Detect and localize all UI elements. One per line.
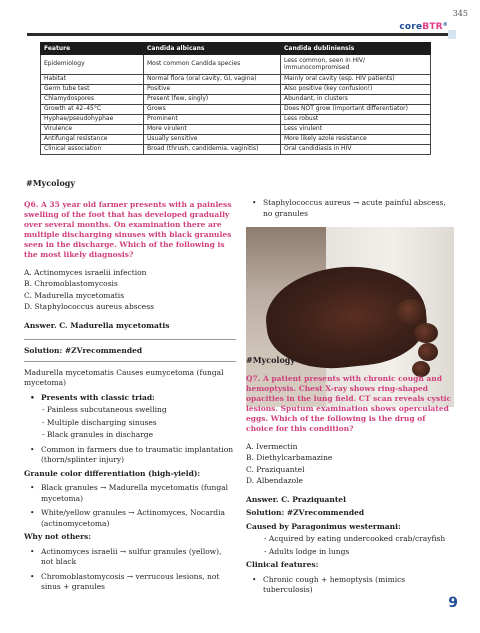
header-accent (448, 30, 456, 39)
q7-solution: Solution: #ZVrecommended (246, 508, 365, 518)
triad-item: - Black granules in discharge (42, 430, 154, 440)
clinical-list (246, 575, 454, 596)
table-cell: Broad (thrush, candidemia, vaginitis) (144, 145, 281, 155)
list-item: • Actinomyces israelii → sulfur granules (yellow), not black (28, 547, 236, 568)
q6-option: B. Chromoblastomycosis (24, 279, 118, 289)
cause-point: - Acquired by eating undercooked crab/crayfish (264, 534, 446, 544)
brand-mark: ® (442, 22, 448, 28)
table-cell: Chlamydospores (41, 95, 144, 105)
brand-prefix: core (399, 22, 423, 32)
clinical-heading: Clinical features: (246, 560, 319, 570)
q6-farmers-list (24, 445, 236, 466)
table-row (41, 55, 431, 75)
table-row (41, 105, 431, 115)
list-item: • Black granules → Madurella mycetomatis (fungal mycetoma) (28, 483, 236, 504)
brand-logo (399, 22, 448, 32)
q7-option: A. Ivermectin (246, 441, 298, 451)
table-cell: Present (few, singly) (144, 95, 281, 105)
table-cell: Habitat (41, 75, 144, 85)
table-cell: Does NOT grow (important differentiator) (281, 105, 431, 115)
q6-option: A. Actinomyces israelii infection (24, 267, 147, 277)
table-row (41, 95, 431, 105)
table-header-cell: Candida dubliniensis (281, 43, 431, 55)
page-number-top: 345 (452, 9, 468, 18)
table-cell: Grows (144, 105, 281, 115)
table-row (41, 145, 431, 155)
divider (24, 339, 236, 340)
page-number-bottom: 9 (448, 595, 458, 611)
table-cell: Clinical association (41, 145, 144, 155)
table-cell: Germ tube test (41, 85, 144, 95)
toe (414, 323, 438, 343)
q6-option: C. Madurella mycetomatis (24, 290, 125, 300)
table-row (41, 85, 431, 95)
table-header-cell: Feature (41, 43, 144, 55)
table-cell: Growth at 42–45°C (41, 105, 144, 115)
why-not-heading: Why not others: (24, 532, 92, 542)
brand-suffix: BTR (422, 22, 443, 32)
table-cell: Also positive (key confusion!) (281, 85, 431, 95)
left-column (24, 200, 236, 593)
table-cell: Antifungal resistance (41, 135, 144, 145)
table-cell: Most common Candida species (144, 55, 281, 75)
table-cell: Normal flora (oral cavity, GI, vagina) (144, 75, 281, 85)
right-column-q7 (246, 374, 454, 596)
hashtag-mycology: #Mycology (26, 178, 76, 188)
table-row (41, 115, 431, 125)
header-rule (27, 33, 452, 36)
q7-option: B. Diethylcarbamazine (246, 453, 333, 463)
q6-intro: Madurella mycetomatis Causes eumycetoma (fungal mycetoma) (24, 367, 224, 388)
table-cell: Oral candidiasis in HIV (281, 145, 431, 155)
q6-answer: Answer. C. Madurella mycetomatis (24, 320, 170, 330)
table-cell: Positive (144, 85, 281, 95)
table-cell: Usually sensitive (144, 135, 281, 145)
list-item: • Presents with classic triad: (28, 393, 236, 404)
table-cell: More virulent (144, 125, 281, 135)
triad-item: - Multiple discharging sinuses (42, 417, 157, 427)
table-header-row (41, 43, 431, 55)
toe (396, 299, 426, 325)
q7-option: D. Albendazole (246, 476, 303, 486)
table-header-cell: Candida albicans (144, 43, 281, 55)
q6-triad-list (24, 393, 236, 404)
table-cell: Mainly oral cavity (esp. HIV patients) (281, 75, 431, 85)
q7-answer: Answer. C. Praziquantel (246, 494, 346, 504)
divider (24, 361, 236, 362)
q7-option: C. Praziquantel (246, 464, 305, 474)
table-cell: Epidemiology (41, 55, 144, 75)
table-row (41, 125, 431, 135)
staph-list (246, 198, 454, 219)
q6-option: D. Staphylococcus aureus abscess (24, 302, 154, 312)
list-item: • Chronic cough + hemoptysis (mimics tuberculosis) (250, 575, 454, 596)
q7-cause: Caused by Paragonimus westermani: (246, 521, 401, 531)
table-cell: Less virulent (281, 125, 431, 135)
list-item: • Common in farmers due to traumatic implantation (thorn/splinter injury) (28, 445, 236, 466)
table-cell: Abundant, in clusters (281, 95, 431, 105)
table-cell: Hyphae/pseudohyphae (41, 115, 144, 125)
q6-question: Q6. A 35 year old farmer presents with a painless swelling of the foot that has developed gradually over several months. On examination there are multiple discharging sinuses with black granules seen in the discharge. Which of the following is the most likely diagnosis? (24, 200, 232, 259)
q7-question: Q7. A patient presents with chronic cough and hemoptysis. Chest X-ray shows ring-shaped opacities in the lung field. CT scan reveals cystic lesions. Sputum examination shows operculated eggs. Which of the following is the drug of choice for this condition? (246, 374, 452, 433)
granule-heading: Granule color differentiation (high-yield): (24, 468, 201, 478)
toe (418, 343, 438, 361)
hashtag-mycology: #Mycology (246, 355, 296, 365)
table-cell: More likely azole resistance (281, 135, 431, 145)
list-item: • Chromoblastomycosis → verrucous lesions, not sinus + granules (28, 572, 236, 593)
q6-solution: Solution: #ZVrecommended (24, 346, 143, 356)
list-item: • White/yellow granules → Actinomyces, Nocardia (actinomycetoma) (28, 508, 236, 529)
table-row (41, 135, 431, 145)
table-cell: Less common, seen in HIV/ immunocompromised (281, 55, 431, 75)
why-not-list (24, 547, 236, 593)
table-row (41, 75, 431, 85)
table-cell: Prominent (144, 115, 281, 125)
granule-list (24, 483, 236, 529)
cause-point: - Adults lodge in lungs (264, 546, 350, 556)
comparison-table (40, 42, 431, 155)
triad-item: - Painless subcutaneous swelling (42, 405, 167, 415)
table-cell: Less robust (281, 115, 431, 125)
list-item: • Staphylococcus aureus → acute painful abscess, no granules (250, 198, 454, 219)
table-cell: Virulence (41, 125, 144, 135)
